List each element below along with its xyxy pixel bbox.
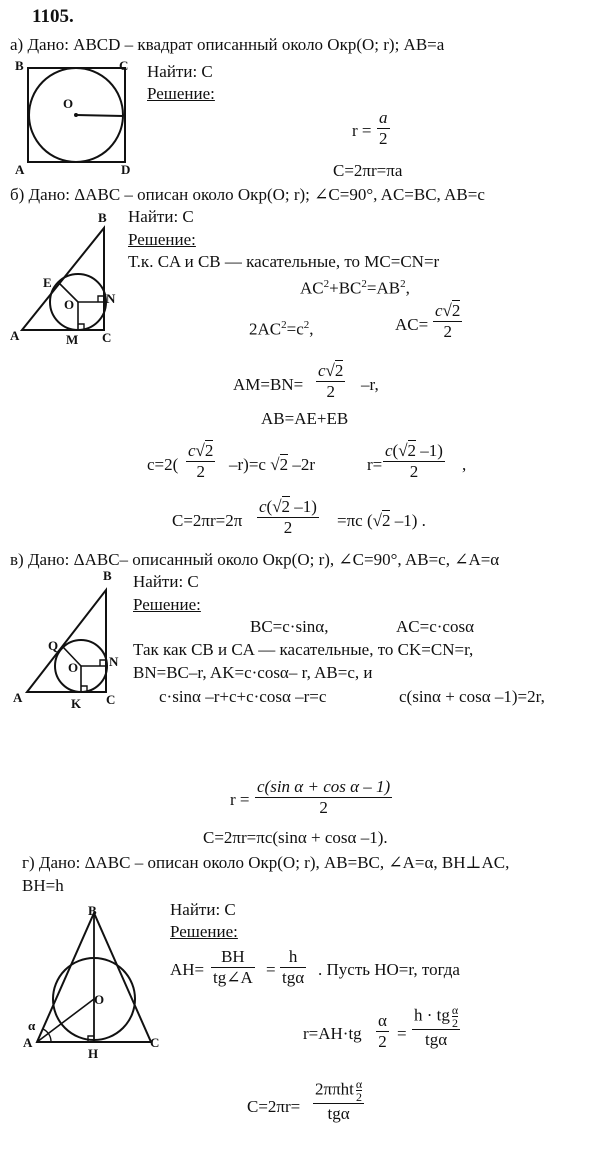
part-g-r-two: 2 [378, 1032, 387, 1051]
fig-v-label-k: K [71, 696, 82, 711]
part-g-f2-num: h [280, 947, 306, 968]
part-a-r-lhs: r = [352, 121, 372, 140]
pyth-bc: +BC [329, 278, 362, 298]
part-v-ac: AC=c·cosα [396, 617, 474, 636]
fig-g-label-b: B [88, 903, 97, 918]
ceq-num-sqrt: 2 [204, 441, 214, 460]
part-b-ac-lhs: AC= [395, 315, 429, 334]
eq-sq-1: 2 [281, 319, 287, 331]
fig-b-label-b: B [98, 210, 107, 225]
part-v-solution: Решение: [133, 595, 201, 614]
part-g-r-num-two: 2 [452, 1016, 459, 1030]
part-a-find: Найти: C [147, 62, 213, 81]
part-a-circumference: C=2πr=πa [333, 161, 403, 180]
fig-a-label-o: O [63, 96, 74, 111]
part-b-am-lhs: AM=BN= [233, 375, 304, 394]
fig-b-label-e: E [43, 275, 52, 290]
pyth-end: , [405, 278, 410, 298]
part-g-frac-1 [211, 947, 255, 988]
am-num-c: c [318, 361, 326, 380]
part-g-r-eq: = [397, 1024, 407, 1043]
circ-num-sqrt: 2 [281, 497, 291, 516]
part-g-circ-num-alpha: α [355, 1077, 363, 1091]
fig-g-label-c: C [150, 1035, 160, 1050]
part-b-find: Найти: C [128, 207, 194, 226]
part-g-r-den: tgα [425, 1030, 448, 1049]
part-g-frac-2 [280, 947, 306, 988]
ceq-mid: –r)=c [229, 455, 266, 474]
circ-rhs: =πc ( [337, 511, 373, 530]
part-g-r-num-alpha: α [451, 1003, 459, 1017]
part-b-c-eq-mid: –r)=c √2 –2r [229, 455, 315, 474]
part-b-circ-lhs: C=2πr=2π [172, 511, 243, 530]
part-v-r-lhs: r = [230, 790, 250, 809]
part-b-r-lhs: r= [367, 455, 383, 474]
part-b-solution: Решение: [128, 230, 196, 249]
fig-a-label-c: C [119, 58, 129, 73]
circ-tail: –1) . [394, 511, 426, 530]
fig-v-label-q: Q [48, 638, 59, 653]
fig-g-label-o: O [94, 992, 105, 1007]
part-v-r-num: c(sin α + cos α – 1) [257, 777, 391, 796]
part-g-circ-lhs: C=2πr= [247, 1097, 301, 1116]
part-b-circ-rhs: =πc (√2 –1) . [337, 511, 426, 530]
part-g-r-num: h · tg [414, 1005, 450, 1025]
part-b-given: б) Дано: ΔABC – описан около Окр(O; r); ∠C=90°, AC=BC, AB=c [10, 185, 485, 204]
part-g-f1-den: tg∠A [213, 968, 253, 987]
circ-num-tail: –1) [294, 497, 317, 516]
circ-num-c: c [259, 497, 267, 516]
part-v-bc: BC=c·sinα, [250, 617, 329, 636]
part-v-circumference: C=2πr=πc(sinα + cosα –1). [203, 828, 388, 847]
part-v-r-den: 2 [319, 798, 328, 817]
ceq-num-c: c [188, 441, 196, 460]
part-v-find: Найти: C [133, 572, 199, 591]
fig-v-label-o: O [68, 660, 79, 675]
eq-2ac: 2AC [249, 319, 282, 339]
ceq-sqrt: 2 [279, 455, 289, 474]
fig-a-label-b: B [15, 58, 24, 73]
part-v-given: в) Дано: ΔABC– описанный около Окр(O; r), ∠C=90°, AB=c, ∠A=α [10, 550, 500, 569]
ac-num-c: c [435, 301, 443, 320]
fig-b-label-c: C [102, 330, 112, 345]
part-a-r-den: 2 [379, 129, 388, 148]
fig-b-label-n: N [106, 291, 116, 306]
part-g-f1-num: BH [211, 947, 255, 968]
part-a-r-num: a [379, 108, 388, 127]
fig-b-label-a: A [10, 328, 20, 343]
part-v-tangent: Так как CB и CA — касательные, то CK=CN=r, [133, 640, 474, 659]
part-v-bn: BN=BC–r, AK=c·cosα– r, AB=c, и [133, 663, 373, 682]
part-g-ah-lhs: AH= [170, 960, 205, 979]
part-g-eq: = [266, 960, 276, 979]
part-a-solution: Решение: [147, 84, 215, 103]
ceq-end: –2r [292, 455, 315, 474]
eq-c: =c [286, 319, 304, 339]
fig-v-label-b: B [103, 568, 112, 583]
part-g-f2-den: tgα [282, 968, 305, 987]
fig-v-label-c: C [106, 692, 116, 707]
pyth-sq-1: 2 [323, 278, 330, 290]
part-g-circ-num: 2ππht [315, 1079, 354, 1099]
part-b-r-end: , [462, 455, 467, 474]
circ-sqrt: 2 [381, 511, 391, 530]
part-g-find: Найти: C [170, 900, 236, 919]
fig-g-label-a: A [23, 1035, 33, 1050]
r-num-c: c [385, 441, 393, 460]
part-g-r-lhs: r=AH·tg [303, 1024, 362, 1043]
eq-end: , [309, 319, 314, 339]
part-b-am-rhs: –r, [361, 375, 379, 394]
part-b-am-fraction: $\frac{c√2}{2}$ [318, 361, 344, 401]
part-g-circ-num-two: 2 [356, 1090, 363, 1104]
r-den: 2 [409, 462, 419, 481]
part-g-r-alpha-frac [376, 1011, 389, 1052]
fig-b-label-o: O [64, 297, 75, 312]
part-b-tangent: Т.к. CA и CB — касательные, то MC=CN=r [128, 252, 440, 271]
ac-num-sqrt: 2 [451, 301, 461, 320]
part-g-given-2: BH=h [22, 876, 64, 895]
r-num-sqrt: 2 [407, 441, 417, 460]
am-num-sqrt: 2 [334, 361, 344, 380]
part-g-r-frac [412, 1004, 460, 1050]
eq-sq-2: 2 [303, 319, 310, 331]
part-g-ah-tail: . Пусть HO=r, тогда [318, 960, 460, 979]
pyth-sq-3: 2 [400, 278, 406, 290]
am-den: 2 [326, 382, 335, 401]
part-b-ab-sum: AB=AE+EB [261, 409, 349, 428]
fig-v-label-n: N [109, 654, 119, 669]
part-g-circ-den: tgα [327, 1104, 350, 1123]
part-g-given: г) Дано: ΔABC – описан около Окр(O; r), AB=BC, ∠A=α, BH⊥AC, [22, 853, 510, 872]
fig-b-label-m: M [66, 332, 79, 347]
part-b-ac-fraction: $\frac{c√2}{2}$ [435, 301, 461, 341]
part-a-given: а) Дано: ABCD – квадрат описанный около Окр(O; r); AB=a [10, 35, 445, 54]
part-b-r-fraction: $\frac{c(√2 -1)}{2}$ [385, 441, 443, 481]
part-g-circ-frac [313, 1078, 364, 1124]
part-b-circ-fraction: $\frac{c(√2 -1)}{2}$ [259, 497, 317, 537]
fig-v-label-a: A [13, 690, 23, 705]
pyth-sq-2: 2 [361, 278, 367, 290]
fig-g-label-h: H [88, 1046, 99, 1061]
ac-den: 2 [443, 322, 452, 341]
pyth-ab: =AB [366, 278, 401, 298]
part-v-sum2: c(sinα + cosα –1)=2r, [399, 687, 545, 706]
ceq-den: 2 [196, 462, 205, 481]
part-b-c-eq-lhs: c=2( [147, 455, 179, 474]
part-g-solution: Решение: [170, 922, 238, 941]
part-g-r-alpha: α [378, 1011, 387, 1030]
circ-den: 2 [283, 518, 293, 537]
r-num-tail: –1) [420, 441, 443, 460]
part-v-sum: c·sinα –r+c+c·cosα –r=c [159, 687, 327, 706]
fig-g-label-alpha: α [28, 1018, 36, 1033]
part-b-c-eq-fraction: $\frac{c√2}{2}$ [188, 441, 214, 481]
fig-a-label-d: D [121, 162, 131, 177]
pyth-ac: AC [300, 278, 324, 298]
problem-number: 1105. [32, 6, 74, 27]
fig-a-label-a: A [15, 162, 25, 177]
